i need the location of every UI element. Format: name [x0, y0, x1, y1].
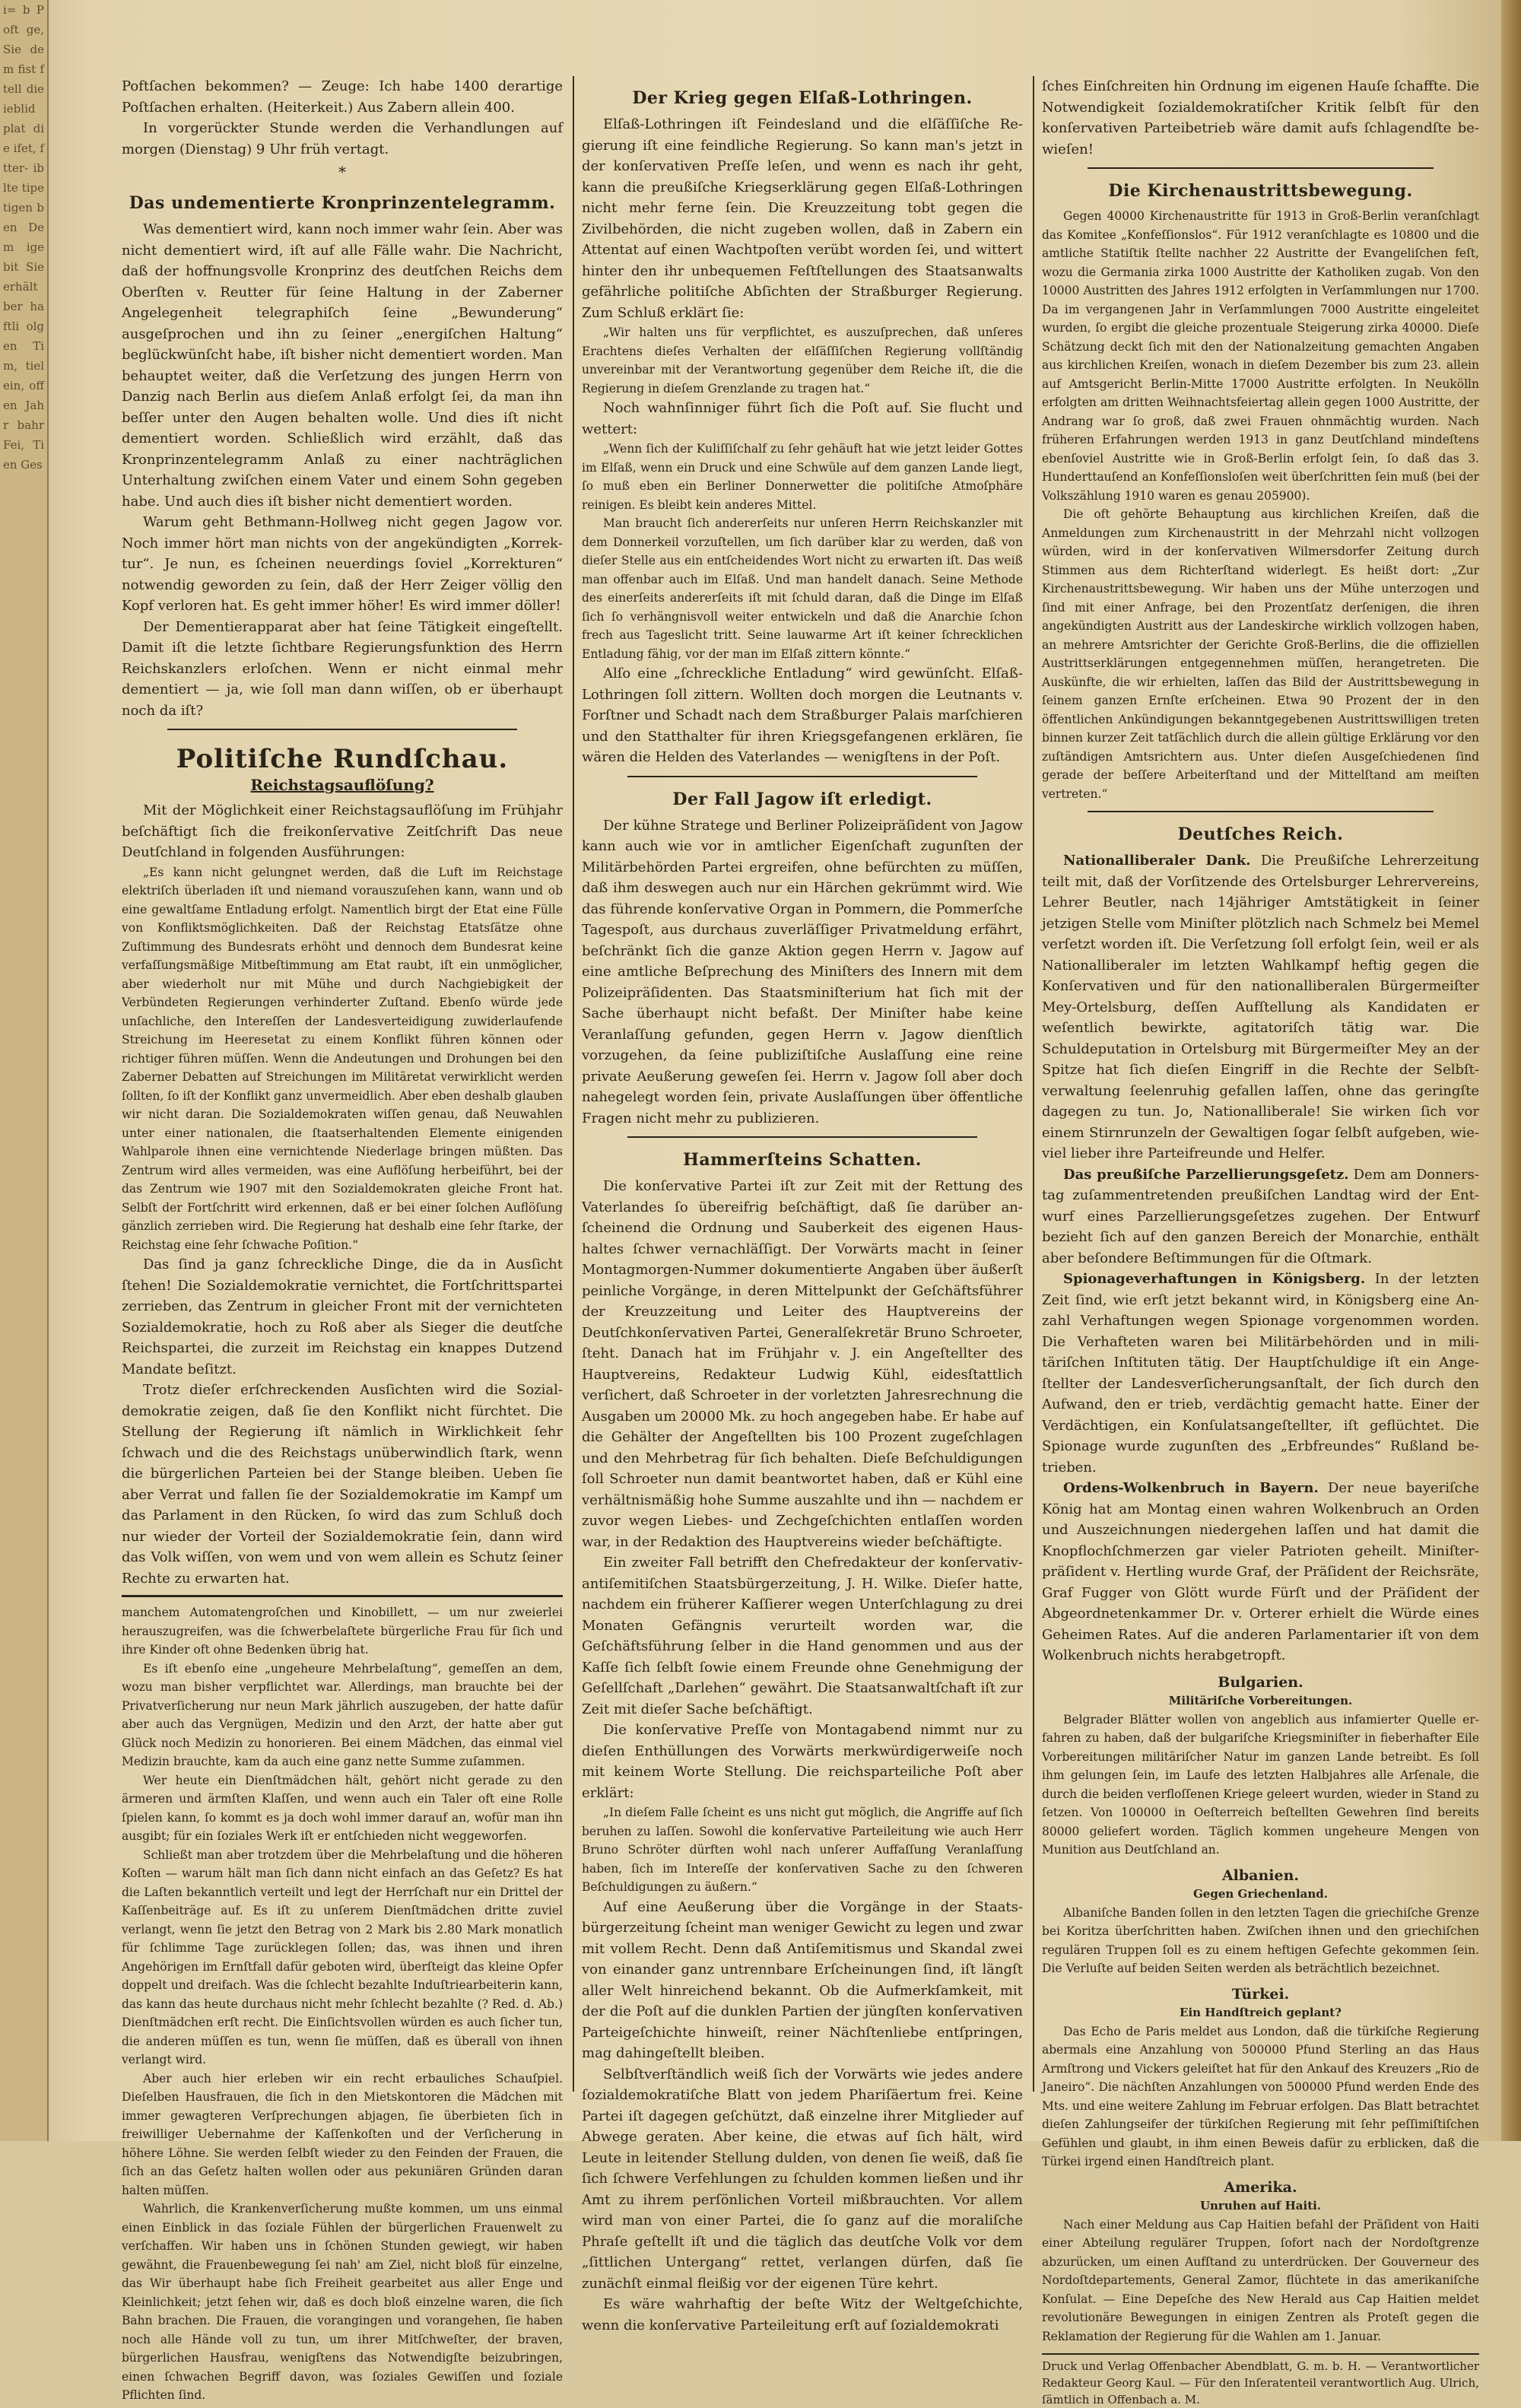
paragraph-label: Ordens-Wolkenbruch in Bayern. [1063, 1480, 1319, 1496]
country-heading: Amerika. [1224, 2178, 1297, 2196]
paragraph-text: Dem am Donnerstag zuſammentretenden preußiſchen Landtag wird der Entwurf eines Parzellierungsgeſetzes zugehen. Der Entwurf bezieht ſich auf den ganzen Bereich der Monarchie, enthält aber beſondere Beſtimmungen für die Oſtmark. [1042, 1166, 1479, 1266]
paragraph: In vorgerückter Stunde werden die Verhandlungen auf morgen (Dienstag) 9 Uhr früh vertagt. [122, 120, 563, 157]
paragraph-label: Nationalliberaler Dank. [1063, 853, 1251, 869]
paragraph: Gegen 40000 Kirchenaustritte für 1913 in Groß-Berlin veranſchlagt das Komitee „Konfeſſionslos“. Für 1912 veranſchlagte es 10800 und die amtliche Statiſtik ſtellte nachher 22 Austritte der Evangeliſchen feſt, wozu die Germania zirka 1000 Austritte der Katholiken zugab. Von den 10000 Austritten des Jahres 1912 erfolgten in Verſammlungen nur 1700. Da im vergangenen Jahr in Verſammlungen 7000 Austritte eingeleitet wurden, ſo ergibt die gleiche prozentuale Steigerung zirka 40000. Dieſe Schätzung deckt ſich mit den der Nationalzeitung gemachten Angaben aus kirchlichen Kreiſen, wonach in dieſem Dezember bis zum 23. allein auf Amtsgericht Berlin-Mitte 17000 Austritte erfolgten. In Neukölln erfolgten am dritten Weihnachtsfeiertag allein gegen 1000 Austritte, der Andrang war ſo groß, daß zwei Frauen ohnmächtig wurden. Nach früheren Erfahrungen werden 1913 in ganz Deutſchland mindeſtens ebenſoviel Austritte wie in Groß-Berlin erfolgt ſein, ſo daß das 3. Hunderttauſend an Konfeſſionsloſen weit überſchritten ſein muß (bei der Volkszählung 1910 waren es genau 205900). [1042, 209, 1479, 503]
sub-heading: Unruhen auf Haiti. [1199, 2198, 1322, 2213]
quote: „Wir halten uns für verpflichtet, es auszuſprechen, daß unſeres Erachtens dieſes Verhalten der elſäſſiſchen Regierung vollſtändig unvereinbar mit der Verantwortung gegenüber dem Reiche iſt, die die Regierung in dieſem Grenzlande zu tragen hat.“ [582, 326, 1023, 396]
paragraph [1042, 1164, 1479, 1269]
section-divider [627, 1136, 977, 1138]
paragraph: Alſo eine „ſchreckliche Entladung“ wird gewünſcht. Elſaß-Lothringen ſoll zittern. Wollten doch morgen die Leutnants v. Forſtner und Schadt nach dem Straßburger Palais marſchieren und den Statthalter für ihren Kriegsgefangenen erklären, ſie wären die Helden des Vaterlandes — wenigſtens in der Poſt. [582, 666, 1023, 765]
paragraph [1042, 850, 1479, 1164]
paragraph [1042, 1478, 1479, 1666]
paragraph-text: Die Preußiſche Lehrerzeitung teilt mit, daß der Vorſitzende des Ortelsburger Lehrervereins, Lehrer Beutler, nach 14jähriger Amtstätigkeit in ſeiner jetzigen Stelle vom Miniſter plötzlich nach Schmelz bei Memel verſetzt worden iſt. Die Verſetzung ſoll erfolgt ſein, weil er als Nationalliberaler im letzten Wahlkampf heftig gegen die Konſervativen und für den nationalliberalen Bürgermeiſter Mey-Ortelsburg, deſſen Aufſtellung als Kandidaten er weſentlich bewirkte, agitatoriſch tätig war. Die Schuldeputation in Ortelsburg mit Bürgermeiſter Mey an der Spitze hat ſich dieſen Eingriff in die Rechte der Selbſtverwaltung ſeelenruhig gefallen laſſen, ohne das geringſte dagegen zu tun. Jo, Nationalliberale! Sie wirken ſich vor einem Stirnrunzeln der Gewaltigen ſogar ſelbſt aufgeben, wieviel lieber ihre Parteifreunde und Helfer. [1042, 853, 1479, 1161]
paragraph: Belgrader Blätter wollen von angeblich aus infamierter Quelle erfahren zu haben, daß der bulgariſche Kriegsminiſter in fieberhafter Eile Vorbereitungen militäriſcher Natur im ganzen Lande betreibt. Es ſoll ihm gelungen ſein, im Laufe des letzten Halbjahres alle Arſenale, die durch die beiden verfloſſenen Kriege geleert wurden, wieder in Stand zu ſetzen. Von 100000 in Oeſterreich beſtellten Gewehren ſind bereits 80000 geliefert worden. Täglich kommen ungeheure Mengen von Munition aus Deutſchland an. [1042, 1712, 1479, 1857]
sub-heading: Gegen Griechenland. [1193, 1886, 1328, 1901]
paragraph: Aber auch hier erleben wir ein recht erbauliches Schauſpiel. Dieſelben Hausfrauen, die ſich in den Mietskontoren die Mädchen mit immer gewagteren Verſprechungen abjagen, ſie überbieten ſich in freiwilliger Uebernahme der Kaſſenkoſten und der Verſicherung in höhere Löhne. Sie werden ſelbſt wieder zu den Feinden der Frauen, die ſich an das Geſetz halten wollen oder aus pekuniären Gründen daran halten müſſen. [122, 2071, 563, 2197]
paragraph: Es iſt ebenſo eine „ungeheure Mehrbelaſtung“, gemeſſen an dem, wozu man bisher verpflichtet war. Allerdings, man brauchte bei der Privatverſicherung nur neun Mark jährlich auszugeben, der hatte dafür aber auch das Vergnügen, Medizin und den Arzt, der hatte aber gut Glück noch Medizin zu honorieren. Bei einem Mädchen, das einmal viel Medizin brauchte, kam da auch eine ganz nette Summe zuſammen. [122, 1661, 563, 1768]
paragraph: Was dementiert wird, kann noch immer wahr ſein. Aber was nicht dementiert wird, iſt auf alle Fälle wahr. Die Nachricht, daß der hoffnungsvolle Kronprinz des deutſchen Reichs dem Oberſten v. Reutter für ſeine Haltung in der Zaberner Angelegenheit telegraphiſch ſeine „Bewunderung“ ausgeſprochen und ihn zu ſeiner „energiſchen Haltung“ beglückwünſcht habe, iſt bisher nicht dementiert worden. Man behauptet weiter, daß die Verſetzung des jungen Herrn von Danzig nach Berlin aus dieſem Anlaß erfolgt ſei, da man ihn beſſer unter den Augen behalten wolle. Und dies iſt nicht dementiert worden. Schließlich wird erzählt, daß das Kronprinzentelegramm Anlaß zu einer nachträglichen Unterhaltung zwiſchen einem Vater und einem Sohn gegeben habe. Und auch dies iſt bisher nicht dementiert worden. [122, 221, 563, 510]
paragraph: Mit der Möglichkeit einer Reichstagsauflöſung im Frühjahr beſchäftigt ſich die freikonſervative Zeitſchrift Das neue Deutſchland in folgenden Ausführungen: [122, 802, 563, 860]
adjacent-page-margin [0, 0, 49, 2141]
section-divider [1088, 167, 1434, 169]
country-heading: Türkei. [1231, 1985, 1290, 2003]
margin-fragments: i= b Poft ge, Sie dem fist ftell die ieblid plat die ifet, ftter- iblte tipe tigen ben Dem ige bit Sie erhält ber haftli olgen Tim, tiel ein, offen Jahr bahr Fei, Tien Ges [3, 3, 44, 472]
paragraph: Auf eine Aeußerung über die Vorgänge in der Staatsbürgerzeitung ſcheint man weniger Gewicht zu legen und zwar mit vollem Recht. Denn daß Antiſemitismus und Skandal zwei von einander ganz untrennbare Erſcheinungen ſind, iſt längſt aller Welt hinreichend bekannt. Ob die Aufmerkſamkeit, mit der die Poſt auf die dunklen Partien der jüngſten konſervativen Parteigeſchichte hinweiſt, reiner Nächſtenliebe entſpringen, mag dahingeſtellt bleiben. [582, 1898, 1023, 2061]
sub-heading: Ein Handſtreich geplant? [1180, 2005, 1342, 2019]
paragraph: Die oft gehörte Behauptung aus kirchlichen Kreiſen, daß die Anmeldungen zum Kirchenaustritt in der Mehrzahl nicht vollzogen würden, wird in der konſervativen Wilmersdorfer Zeitung durch Stimmen aus dem Richterſtand widerlegt. Es heißt dort: „Zur Kirchenaustrittsbewegung. Wir haben uns der Mühe unterzogen und ſind mit einer Anfrage, bei den Prozentſatz derſenigen, die ihren angekündigten Austritt aus der Landeskirche wirklich vollzogen haben, an mehrere Amtsrichter der Gerichte Groß-Berlins, die die offiziellen Austrittserklärungen entgegennehmen müſſen, herangetreten. Die Auskünfte, die wir erhielten, laſſen das Bild der Austrittsbewegung in ſeinem ganzen Ernſte erſcheinen. Etwa 90 Prozent der in den öffentlichen Ankündigungen bekanntgegebenen Austrittswilligen treten binnen kurzer Zeit tatſächlich durch die allein gültige Erklärung vor den zuſtändigen Amtsrichtern aus. Unter dieſen Ausgeſchiedenen ſind gerade der beſſere Arbeiterſtand und der Mittelſtand am meiſten vertreten.“ [1042, 507, 1479, 801]
paragraph: Die konſervative Partei iſt zur Zeit mit der Rettung des Vaterlandes ſo übereifrig beſchäftigt, daß ſie darüber anſcheinend die Ordnung und Sauberkeit des eigenen Haushaltes ſchwer vernachläſſigt. Der Vorwärts macht in ſeiner Montagmorgen-Nummer dokumentierte Angaben über äußerſt peinliche Vorgänge, in deren Mittelpunkt der Geſchäftsführer der Kreuzzeitung und Leiter des Hauptvereins der Deutſchkonſervativen Partei, Generalſekretär Bruno Schroeter, ſteht. Danach hat im Frühjahr v. J. ein Angeſtellter des Hauptvereins, Redakteur Ludwig Kühl, eidesſtattlich verſichert, daß Schroeter in der vorletzten Jahresrechnung die Ausgaben um 20000 Mk. zu hoch angegeben habe. Er habe auf die Gehälter der Angeſtellten bis 100 Prozent zugeſchlagen und den Mehrbetrag für ſich behalten. Dieſe Beſchuldigungen ſoll Schroeter nun damit beantwortet haben, daß er Kühl eine verhältnismäßig hohe Summe auszahlte und ihn — nachdem er zuvor wegen Liebes- und Zechgeſchichten entlaſſen worden war, in der Redaktion des Hauptvereins wieder beſchäftigte. [582, 1178, 1023, 1550]
paragraph: Poftſachen bekommen? — Zeuge: Ich habe 1400 derartige Poſtſachen erhalten. (Heiterkeit.) Aus Zabern allein 400. [122, 78, 563, 116]
section-divider [1088, 811, 1434, 812]
paragraph: Die konſervative Preſſe von Montagabend nimmt nur zu dieſen Enthüllungen des Vorwärts merkwürdigerweiſe noch mit keinem Worte Stellung. Die reichsparteiliche Poſt aber erklärt: [582, 1722, 1023, 1801]
paragraph: Der kühne Stratege und Berliner Polizeipräſident von Jagow kann auch wie vor in amtlicher Eigenſchaft zugunſten der Militärbehörden Partei ergreifen, ohne befürchten zu müſſen, daß ihm deswegen auch nur ein Härchen gekrümmt wird. Wie das führende konſervative Organ in Pommern, die Pommerſche Tagespoſt, aus durchaus zuverläſſiger Privatmeldung erfährt, beſchränkt ſich die ganze Aktion gegen Herrn v. Jagow auf eine amtliche Beſprechung des Miniſters des Innern mit dem Polizeipräſidenten. Das Staatsminiſterium hat ſich mit der Sache überhaupt nicht befaßt. Der Miniſter habe keine Veranlaſſung gefunden, gegen Herrn v. Jagow dienſtlich vorzugehen, da ſeine publiziſtiſche Auslaſſung eine reine private Aeußerung geweſen ſei. Herrn v. Jagow ſoll aber doch nahegelegt worden ſein, private Auslaſſungen über öffentliche Fragen nicht mehr zu publizieren. [582, 817, 1023, 1126]
paragraph: Schließt man aber trotzdem über die Mehrbelaſtung und die höheren Koſten — warum hält man ſich dann nicht einfach an das Geſetz? Es hat die Laſten bekanntlich verteilt und legt der Herrſchaft nur ein Drittel der Kaſſenbeiträge auf. Es iſt zu unſerem Dienſtmädchen dritte zuviel verlangt, wenn ſie jetzt den Betrag von 2 Mark bis 2.80 Mark monatlich für ſchlimme Tage zurücklegen ſollen; das, was ihnen und ihren Angehörigen im Ernſtfall dafür geboten wird, überſteigt das kleine Opfer doppelt und dreifach. Was die ſchlecht bezahlte Induſtriearbeiterin kann, das kann das heute durchaus nicht mehr ſchlecht bezahlte (? Red. d. Ab.) Dienſtmädchen erſt recht. Die Einſichtsvollen würden es auch ſicher tun, die anderen müſſen es tun, wenn ſie müſſen, daß es überall von ihnen verlangt wird. [122, 1847, 563, 2066]
paragraph: Wer heute ein Dienſtmädchen hält, gehört nicht gerade zu den ärmeren und ärmſten Klaſſen, und wenn auch ein Taler oft eine Rolle ſpielen kann, ſo kommt es ja doch wohl immer darauf an, wofür man ihn ausgibt; für ein ſoziales Werk iſt er entſchieden nicht weggeworfen. [122, 1773, 563, 1843]
paragraph: Das ſind ja ganz ſchreckliche Dinge, die da in Ausſicht ſtehen! Die Sozialdemokratie vernichtet, die Fortſchrittspartei zerrieben, das Zentrum in gleicher Front mit der vernichteten Sozialdemokratie, hoch zu Roß aber als Sieger die deutſche Reichspartei, die zurzeit im Reichstag ein knappes Dutzend Mandate beſitzt. [122, 1256, 563, 1377]
book-binding [1501, 0, 1521, 2141]
country-heading: Bulgarien. [1218, 1673, 1303, 1691]
paragraph: manchem Automatengroſchen und Kinobillett, — um nur zweierlei herauszugreifen, was die ſchwerbelaſtete bürgerliche Frau für ſich und ihre Kinder oft ohne Bedenken übrig hat. [122, 1606, 563, 1657]
paragraph: Der Dementierapparat aber hat ſeine Tätigkeit eingeſtellt. Damit iſt die letzte ſichtbare Regierungsfunktion des Herrn Reichskanzlers erloſchen. Wenn er nicht einmal mehr dementiert — ja, wie ſoll man dann wiſſen, ob er überhaupt noch da iſt? [122, 618, 563, 719]
column-2 [582, 76, 1023, 2333]
quote: Man braucht ſich andererſeits nur unſeren Herrn Reichskanzler mit dem Donnerkeil vorzuſtellen, um ſich darüber klar zu werden, daß von dieſer Stelle aus ein entſcheidendes Wort nicht zu erwarten iſt. Das weiß man offenbar auch im Elſaß. Und man handelt danach. Seine Methode des einerſeits andererſeits iſt mit ſchuld daran, daß die Dinge im Elſaß ſich ſo verhängnisvoll weiter entwickeln und daß die Anarchie ſchon frech aus Tageslicht tritt. Seine lauwarme Art iſt keiner ſchrecklichen Entladung fähig, vor der man im Elſaß zittern könnte.“ [582, 516, 1023, 661]
paragraph: Ein zweiter Fall betrifft den Chefredakteur der konſervativ-antiſemitiſchen Staatsbürgerzeitung, J. H. Wilke. Dieſer hatte, nachdem ein früherer Kaſſierer wegen Unterſchlagung zu drei Monaten Gefängnis verurteilt worden war, die Geſchäftsführung ſelber in die Hand genommen und aus der Kaſſe ſich ſelbſt ſowie einem Freunde ohne Genehmigung der Geſellſchaft „Darlehen“ gewährt. Die Staatsanwaltſchaft iſt zur Zeit mit dieſer Sache beſchäftigt. [582, 1555, 1023, 1717]
paragraph: Wahrlich, die Krankenverſicherung mußte kommen, um uns einmal einen Einblick in das ſoziale Fühlen der bürgerlichen Frauenwelt zu verſchaffen. Wir haben uns in ſchönen Stunden gewiegt, wir haben gewähnt, die Frauenbewegung ſei nah' am Ziel, nicht bloß für einzelne, das Wir überhaupt habe ſich Freiheit gearbeitet aus aller Enge und Kleinlichkeit; jetzt ſehen wir, daß es doch bloß einzelne waren, die ſich Bahn brachen. Die Frauen, die vorangingen und vorangehen, ſie haben noch alle Hände voll zu tun, um ihrer Mitſchweſter, der braven, bürgerlichen Hausfrau, wenigſtens das Notwendigſte beizubringen, einen ſchwachen Begriff davon, was ſoziales Gewiſſen und ſoziale Pflichten ſind. [122, 2202, 563, 2402]
imprint: Druck und Verlag Offenbacher Abendblatt, G. m. b. H. — Verantwortlicher Redakteur Georg Kaul. — Für den Inſeratenteil verantwortlich Aug. Ulrich, ſämtlich in Offenbach a. M. [1042, 2353, 1479, 2408]
section-title: Deutſches Reich. [1177, 824, 1344, 844]
article-heading: Der Fall Jagow iſt erledigt. [672, 789, 932, 809]
paragraph: ſches Einſchreiten hin Ordnung im eigenen Hauſe ſchaffte. Die Notwendigkeit ſozialdemokratiſcher Kritik ſelbſt für den konſervativen Parteibetrieb wäre damit aufs ſchlagendſte bewieſen! [1042, 78, 1479, 157]
column-1 [122, 76, 563, 2402]
column-3 [1042, 76, 1479, 2406]
paragraph: Es wäre wahrhaftig der beſte Witz der Weltgeſchichte, wenn die konſervative Parteileitung erſt auf ſozialdemokrati [582, 2296, 1023, 2333]
article-heading: Der Krieg gegen Elſaß-Lothringen. [632, 88, 973, 108]
article-heading: Das undementierte Kronprinzentelegramm. [129, 193, 556, 213]
paragraph: Trotz dieſer erſchreckenden Ausſichten wird die Sozialdemokratie zeigen, daß ſie den Konflikt nicht fürchtet. Die Stellung der Regierung iſt nämlich in Wirklichkeit ſehr ſchwach und die des Reichstags unüberwindlich ſtark, wenn die bürgerlichen Parteien bei der Stange bleiben. Ueben ſie aber Verrat und fallen ſie der Sozialdemokratie im Kampf um das Parlament in den Rücken, ſo wird das zum Schluß doch nur wieder der Vorteil der Sozialdemokratie ſein, dann wird das Volk wiſſen, von wem und von wem allein es Schutz ſeiner Rechte zu erwarten hat. [122, 1382, 563, 1587]
paragraph: Albaniſche Banden ſollen in den letzten Tagen die griechiſche Grenze bei Koritza überſchritten haben. Zwiſchen ihnen und den griechiſchen regulären Truppen ſoll es zu einem heftigen Gefechte gekommen ſein. Die Verluſte auf beiden Seiten werden als beträchtlich bezeichnet. [1042, 1905, 1479, 1975]
paragraph-label: Das preußiſche Parzellierungsgeſetz. [1063, 1166, 1349, 1183]
paragraph [1042, 1269, 1479, 1478]
paragraph-label: Spionageverhaftungen in Königsberg. [1063, 1271, 1366, 1287]
paragraph: Warum geht Bethmann-Hollweg nicht gegen Jagow vor. Noch immer hört man nichts von der angekündigten „Korrektur“. Je nun, es ſcheinen neuerdings ſoviel „Korrekturen“ notwendig geworden zu ſein, daß der Herr Zeiger völlig den Kopf verloren hat. Es geht immer höher! Es wird immer döller! [122, 514, 563, 614]
paragraph: Noch wahnſinniger führt ſich die Poſt auf. Sie flucht und wettert: [582, 400, 1023, 437]
section-title: Politiſche Rundſchau. [176, 744, 509, 774]
paragraph: Selbſtverſtändlich weiß ſich der Vorwärts wie jedes andere ſozialdemokratiſche Blatt von jedem Phariſäertum frei. Keine Partei iſt dagegen geſchützt, daß einzelne ihrer Mitglieder auf Abwege geraten. Aber keine, die etwas auf ſich hält, wird Leute in leitender Stellung dulden, von denen ſie weiß, daß ſie ſich ſchwere Verfehlungen zu ſchulden kommen ließen und ihr Amt zu ihrem perſönlichen Vorteil mißbrauchten. Vor allem wird man von einer Partei, die ſo ganz auf die moraliſche Phraſe geſtellt iſt und die täglich das deutſche Volk vor dem „ſittlichen Untergang“ rettet, verlangen dürfen, daß ſie zunächſt einmal fleißig vor der eigenen Türe kehrt. [582, 2066, 1023, 2292]
section-divider [167, 729, 517, 730]
quote: „Wenn ſich der Kuliſſiſchalf zu ſehr gehäuft hat wie jetzt leider Gottes im Elſaß, wenn ein Druck und eine Schwüle auf dem ganzen Lande liegt, ſo muß eben ein Berliner Donnerwetter die politiſche Atmoſphäre reinigen. Es bleibt kein anderes Mittel. [582, 442, 1023, 512]
paragraph: Nach einer Meldung aus Cap Haitien befahl der Präſident von Haiti einer Abteilung regulärer Truppen, ſofort nach der Nordoſtgrenze abzurücken, um einen Aufſtand zu unterdrücken. Der Gouverneur des Nordoſtdepartements, General Zamor, flüchtete in das amerikaniſche Konſulat. — Eine Depeſche des New Herald aus Cap Haitien meldet revolutionäre Bewegungen in einigen Zentren als Proteſt gegen die Reklamation der Regierung für die Wahlen am 1. Januar. [1042, 2217, 1479, 2343]
paragraph: Elſaß-Lothringen iſt Feindesland und die elſäſſiſche Regierung iſt eine feindliche Regierung. So kann man's jetzt in der konſervativen Preſſe leſen, und wenn es nach ihr geht, kann die preußiſche Kriegserklärung gegen Elſaß-Lothringen nicht mehr ferne ſein. Die Kreuzzeitung tobt gegen die Zivilbehörden, die nicht zugeben wollen, daß in Zabern ein Attentat auf einen Wachtpoſten verübt worden ſei, und wittert hinter den ihr unbequemen Feſtſtellungen des Staatsanwalts gefährliche politiſche Abſichten der Straßburger Regierung. Zum Schluß erklärt ſie: [582, 116, 1023, 321]
separator-star: * [338, 163, 346, 181]
paragraph-text: In der letzten Zeit ſind, wie erſt jetzt bekannt wird, in Königsberg eine Anzahl Verhaftungen wegen Spionage vorgenommen worden. Die Verhafteten waren bei Militärbehörden und in militäriſchen Inſtituten tätig. Der Hauptſchuldige iſt ein Angeſtellter der Landesverſicherungsanſtalt, der ſich durch den Aufwand, den er trieb, verdächtig gemacht hatte. Einer der Verdächtigen, ein Konſulatsangeſtellter, iſt geflüchtet. Die Spionage wurde zugunſten des „Erbfreundes“ Rußland betrieben. [1042, 1271, 1479, 1476]
section-divider [627, 776, 977, 777]
column-rule [573, 76, 574, 2092]
paragraph: Das Echo de Paris meldet aus London, daß die türkiſche Regierung abermals eine Anzahlung von 500000 Pfund Sterling an das Haus Armſtrong und Vickers geleiſtet hat für den Ankauf des Kreuzers „Rio de Janeiro“. Die nächſten Anzahlungen von 500000 Pfund werden Ende des Mts. und eine weitere Zahlung im Februar erfolgen. Das Blatt betrachtet dieſen Zahlungseifer der türkiſchen Regierung mit ſehr peſſimiſtiſchen Gefühlen und glaubt, in ihm einen Beweis dafür zu erblicken, daß die Türkei irgend einen Handſtreich plant. [1042, 2024, 1479, 2168]
paragraph-text: Der neue bayeriſche König hat am Montag einen wahren Wolkenbruch an Orden und Auszeichnungen niedergehen laſſen und hat damit die Knopflochſchmerzen gar vieler Patrioten geheilt. Miniſterpräſident v. Hertling wurde Graf, der Präſident der Reichsräte, Graf Fugger von Glött wurde Fürſt und der Präſident der Abgeordnetenkammer Dr. v. Orterer erhielt die Würde eines Geheimen Rates. Auf die anderen Parlamentarier iſt von dem Wolkenbruch nichts herabgetropft. [1042, 1480, 1479, 1663]
quote: „Es kann nicht gelungnet werden, daß die Luft im Reichstage elektriſch überladen iſt und niemand vorauszuſehen kann, wann und ob eine gewaltſame Entladung erfolgt. Namentlich birgt der Etat eine Fülle von Konfliktsmöglichkeiten. Daß der Reichstag Etatsſätze ohne Zuſtimmung des Bundesrats erhöht und dennoch dem Bundesrat keine verfaſſungsmäßige Mitbeſtimmung am Etat raubt, iſt ein unmöglicher, aber wiederholt nur mit Mühe und durch Nachgiebigkeit der Verbündeten Regierungen verhinderter Zuſtand. Ebenſo würde jede unſachliche, den Intereſſen der Landesverteidigung zuwiderlaufende Streichung im Heeresetat zu einem Konflikt führen können oder richtiger führen müſſen. Wenn die Andeutungen und Drohungen bei den Zaberner Debatten auf Streichungen im Militäretat verwirklicht werden ſollten, ſo iſt der Konflikt ganz unvermeidlich. Aber eben deshalb glauben wir nicht daran. Die Sozialdemokraten wiſſen genau, daß Neuwahlen unter einer nationalen, die ſtaatserhaltenden Elemente einigenden Wahlparole ihnen eine vernichtende Niederlage bringen müßten. Das Zentrum wird alles vermeiden, was eine Auflöſung herbeiführt, bei der das Zentrum wie 1907 mit den Sozialdemokraten gleiche Front hat. Selbſt der Fortſchritt wird erkennen, daß er bei einer ſolchen Auflöſung gänzlich zerrieben wird. Die Regierung hat deshalb eine ſehr ſtarke, der Reichstag eine ſehr ſchwache Poſition.“ [122, 865, 563, 1252]
feuilleton-divider [122, 1595, 563, 1597]
article-heading: Hammerſteins Schatten. [683, 1150, 922, 1170]
quote: „In dieſem Falle ſcheint es uns nicht gut möglich, die Angriffe auf ſich beruhen zu laſſen. Sowohl die konſervative Parteileitung wie auch Herr Bruno Schröter dürften wohl nach unſerer Auffaſſung Veranlaſſung haben, ſich im Intereſſe der konſervativen Sache zu den ſchweren Beſchuldigungen zu äußern.“ [582, 1806, 1023, 1894]
country-heading: Albanien. [1221, 1866, 1300, 1884]
column-rule [1033, 76, 1034, 2092]
sub-heading: Militäriſche Vorbereitungen. [1168, 1693, 1353, 1708]
article-heading: Reichstagsauflöſung? [250, 776, 434, 794]
article-heading: Die Kirchenaustrittsbewegung. [1108, 181, 1413, 201]
